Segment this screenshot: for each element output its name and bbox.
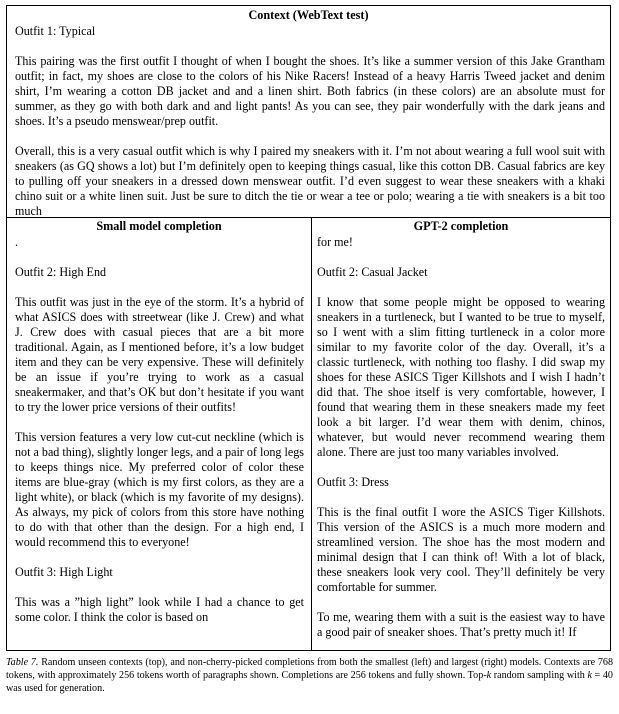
- small-model-heading: Outfit 3: High Light: [15, 565, 113, 579]
- caption-text: random sampling with: [491, 669, 588, 681]
- small-model-paragraph: .: [15, 235, 19, 249]
- caption-text: = 40 was used for generation.: [6, 669, 613, 694]
- small-model-header: Small model completion: [96, 219, 222, 233]
- caption-text: Random unseen contexts (top), and non-cherry-picked completions from both the smallest (left) and largest (right) models. Contexts are 768 tokens, with approximately 256 tokens worth of paragraphs shown. Completions are 256 tokens and fully shown. Top-: [6, 657, 613, 681]
- small-model-heading: Outfit 2: High End: [15, 265, 107, 279]
- context-title: Context (WebText test): [248, 8, 369, 22]
- small-model-paragraph: This was a ”high light” look while I had a chance to get some color. I think the color is based on: [15, 595, 304, 624]
- context-paragraph: This pairing was the first outfit I thought of when I bought the shoes. It’s like a summer version of this Jake Grantham outfit; in fact, my shoes are close to the colors of his Nike Racers! Instead of a heavy Harris Tweed jacket and denim shirt, I’m wearing a cotton DB jacket and and a linen shirt. Both fabrics (in these colors) are an absolute must for summer, as they go with both dark and and light pants! As you can see, they pair wonderfully with the dark jeans and shoes. It’s a pseudo menswear/prep outfit.: [15, 54, 605, 128]
- column-divider: [311, 218, 312, 650]
- small-model-paragraph: This version features a very low cut-cut neckline (which is not a bad thing), slightly longer legs, and a pair of long legs to keeps things nice. My preferred color of color these items are blue-gray (which is my first colors, as they are a light white), or black (which is my favorite of my designs). As always, my pick of colors from this store have nothing to do with that other than the design. For a high end, I would recommend this to everyone!: [15, 430, 304, 549]
- gpt2-completion: [317, 235, 605, 640]
- context-body: [15, 24, 605, 219]
- completions-table: [6, 5, 611, 651]
- gpt2-paragraph: I know that some people might be opposed to wearing sneakers in a turtleneck, but I wanted to be true to myself, so I went with a slim fitting turtleneck in a color more similar to my favorite color of the day. Overall, it’s a classic turtleneck, with nothing too flashy. I did swap my shoes for these ASICS Tiger Killshots and I wish I hadn’t did that. The shoe itself is very comfortable, however, I found that wearing them in these sneakers made my feet look a bit larger. I’d wear them with denim, chinos, whatever, but would never recommend wearing them alone. There are just too many variables involved.: [317, 295, 605, 459]
- table-caption: [6, 657, 613, 695]
- small-model-completion: [15, 235, 304, 625]
- caption-k: k: [486, 669, 492, 681]
- gpt2-paragraph: This is the final outfit I wore the ASICS Tiger Killshots. This version of the ASICS is a much more modern and streamlined version. The shoe has the most modern and minimal design that I can think of! With a lot of black, these sneakers look very cool. They’ll definitely be very comfortable for summer.: [317, 505, 605, 594]
- gpt2-paragraph: for me!: [317, 235, 353, 249]
- small-model-paragraph: This outfit was just in the eye of the storm. It’s a hybrid of what ASICS does with streetwear (like J. Crew) and what J. Crew does with casual pieces that are a bit more traditional. Again, as I mentioned before, it’s a low budget item and they can be very expensive. These will definitely be an issue if you’re trying to work as a casual sneakermaker, and that’s OK but don’t hesitate if you want to try the lower price versions of their outfits!: [15, 295, 304, 414]
- gpt2-heading: Outfit 2: Casual Jacket: [317, 265, 428, 279]
- context-outfit-heading: Outfit 1: Typical: [15, 24, 96, 38]
- caption-k: k: [587, 669, 592, 681]
- gpt2-header: GPT-2 completion: [413, 219, 509, 233]
- context-paragraph: Overall, this is a very casual outfit which is why I paired my sneakers with it. I’m not about wearing a full wool suit with sneakers (as GQ shows a lot) but I’m definitely open to keeping things casual, like this cotton DB. Casual fabrics are key to pulling off your sneakers in a dressed down menswear outfit. I’d even suggest to wear these sneakers with a khaki chino suit or a white linen suit. Just be sure to ditch the tie or wear a tee or polo; wearing a tie with sneakers is a bit too much: [15, 144, 605, 218]
- gpt2-paragraph: To me, wearing them with a suit is the easiest way to have a good pair of sneaker shoes. That’s pretty much it! If: [317, 610, 605, 639]
- gpt2-heading: Outfit 3: Dress: [317, 475, 389, 489]
- caption-label: Table 7.: [6, 657, 39, 668]
- header-divider: [7, 217, 610, 218]
